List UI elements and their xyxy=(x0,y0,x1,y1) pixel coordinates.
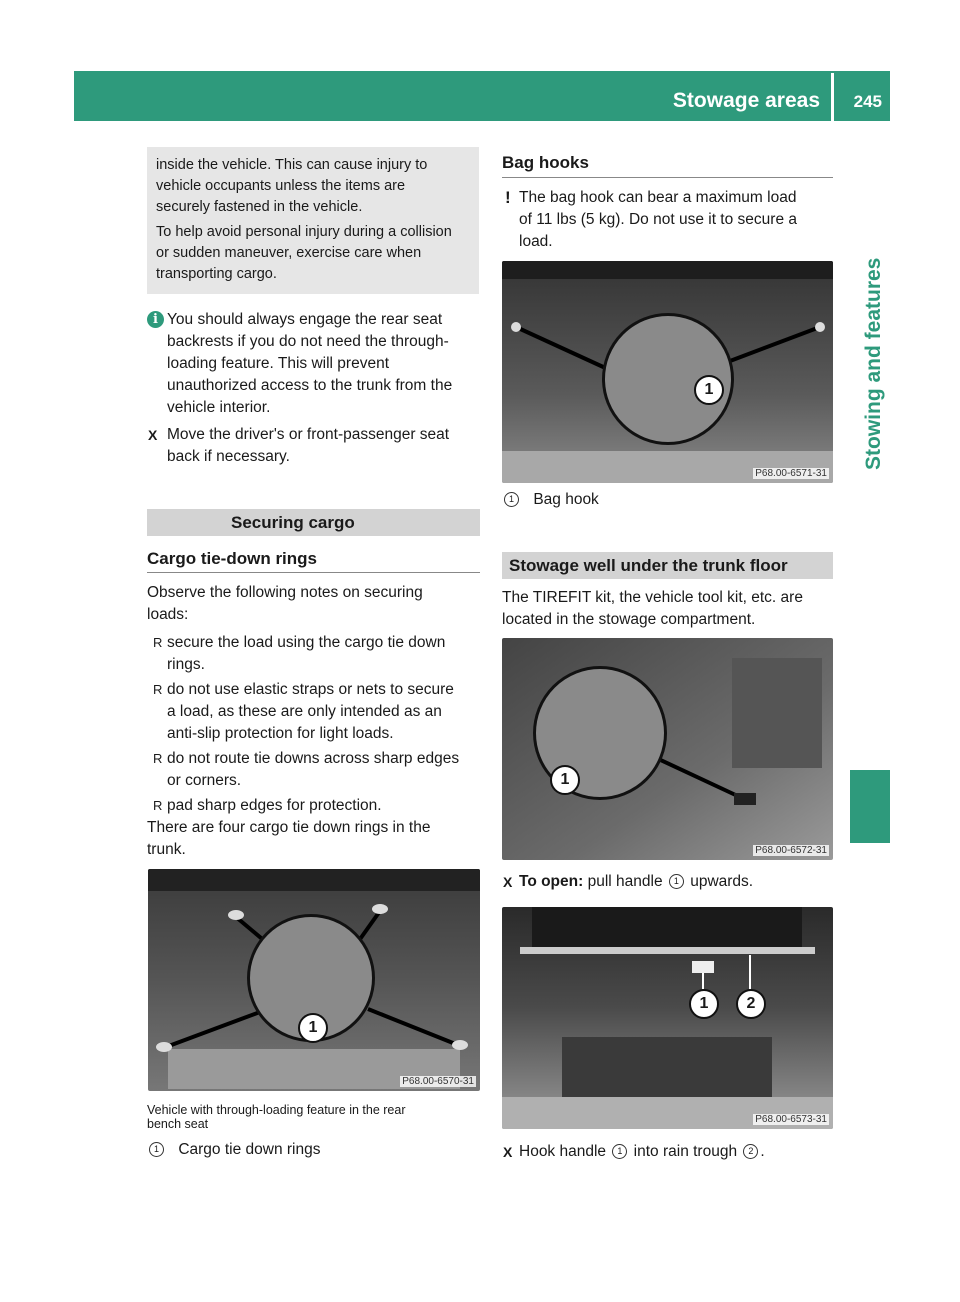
callout-1: 1 xyxy=(694,375,724,405)
step-move-seat xyxy=(147,424,481,468)
subheading: Cargo tie-down rings xyxy=(147,549,317,568)
inline-number: 1 xyxy=(612,1144,627,1159)
inline-number: 2 xyxy=(743,1144,758,1159)
side-tab-marker xyxy=(850,770,890,843)
legend-item: 1 Bag hook xyxy=(502,489,599,511)
exclamation-icon: ! xyxy=(505,188,511,207)
list-item: R secure the load using the cargo tie down rings. xyxy=(153,634,446,673)
legend-item: 1 Cargo tie down rings xyxy=(147,1139,320,1161)
legend-number: 1 xyxy=(504,492,519,507)
step-arrow-icon: X xyxy=(503,1144,513,1160)
trunk-photo-stowage-well xyxy=(502,638,833,860)
step-line: Move the driver's or front-passenger seat xyxy=(167,426,450,443)
warning-line: vehicle occupants unless the items are xyxy=(156,178,406,194)
page-number: 245 xyxy=(853,92,882,111)
info-icon: i xyxy=(147,311,164,328)
section-heading: Securing cargo xyxy=(147,509,480,536)
step-hook-handle: X Hook handle 1 into rain trough 2 . xyxy=(502,1141,836,1163)
step-arrow-icon: X xyxy=(148,427,158,443)
subheading-bag-hooks: Bag hooks xyxy=(502,153,589,172)
list-item: R pad sharp edges for protection. xyxy=(153,797,382,814)
callout-2: 2 xyxy=(736,989,766,1019)
trunk-photo-bag-hook xyxy=(502,261,833,483)
warning-line: To help avoid personal injury during a collision xyxy=(156,224,452,240)
divider xyxy=(502,177,833,178)
photo-code: P68.00-6571-31 xyxy=(755,468,827,479)
photo-code: P68.00-6570-31 xyxy=(402,1076,474,1087)
warning-line: transporting cargo. xyxy=(156,266,277,282)
notice: ! The bag hook can bear a maximum load of 11 lbs (5 kg). Do not use it to secure a load. xyxy=(505,188,797,250)
info-line: unauthorized access to the trunk from the xyxy=(167,377,453,394)
callout-1: 1 xyxy=(550,765,580,795)
callout-1: 1 xyxy=(298,1013,328,1043)
photo-code: P68.00-6573-31 xyxy=(755,1114,827,1125)
intro-paragraph: Observe the following notes on securing loads: xyxy=(147,584,423,623)
step-open: X To open: pull handle 1 upwards. xyxy=(502,871,836,893)
page-header xyxy=(74,71,890,121)
info-note xyxy=(147,309,481,419)
list-item: R do not route tie downs across sharp edges or corners. xyxy=(153,750,460,789)
section-title: Stowage areas xyxy=(672,89,820,112)
photo-code: P68.00-6572-31 xyxy=(755,845,827,856)
step-line: back if necessary. xyxy=(167,448,290,465)
info-line: vehicle interior. xyxy=(167,399,271,416)
warning-line: securely fastened in the vehicle. xyxy=(156,199,363,215)
warning-box xyxy=(147,147,479,294)
list-item: R do not use elastic straps or nets to secure a load, as these are only intended as an anti-slip protection for light loads. xyxy=(153,681,454,742)
photo-caption: Vehicle with through-loading feature in the rear bench seat xyxy=(147,1103,406,1131)
divider xyxy=(147,572,480,573)
step-arrow-icon: X xyxy=(503,874,513,890)
legend-number: 1 xyxy=(149,1142,164,1157)
header-divider xyxy=(831,73,834,121)
info-line: backrests if you do not need the through- xyxy=(167,333,449,350)
body-paragraph: The TIREFIT kit, the vehicle tool kit, etc. are located in the stowage compartment. xyxy=(502,589,803,628)
trunk-photo-tie-down-rings xyxy=(148,869,480,1091)
info-line: You should always engage the rear seat xyxy=(167,311,443,328)
info-line: loading feature. This will prevent xyxy=(167,355,390,372)
callout-1: 1 xyxy=(689,989,719,1019)
section-heading: Stowage well under the trunk floor xyxy=(502,552,833,579)
inline-number: 1 xyxy=(669,874,684,889)
warning-line: or sudden maneuver, exercise care when xyxy=(156,245,422,261)
bullet-list: R secure the load using the cargo tie down rings. R do not use elastic straps or nets to secure a load, as these are only intended as an anti-slip protection for light loads. R do not route tie downs across sharp edges or corners. R pad sharp edges for protection. There are four cargo tie down rings in the trunk. xyxy=(147,632,481,861)
trunk-photo-handle-hook xyxy=(502,907,833,1129)
warning-line: inside the vehicle. This can cause injury to xyxy=(156,157,428,173)
